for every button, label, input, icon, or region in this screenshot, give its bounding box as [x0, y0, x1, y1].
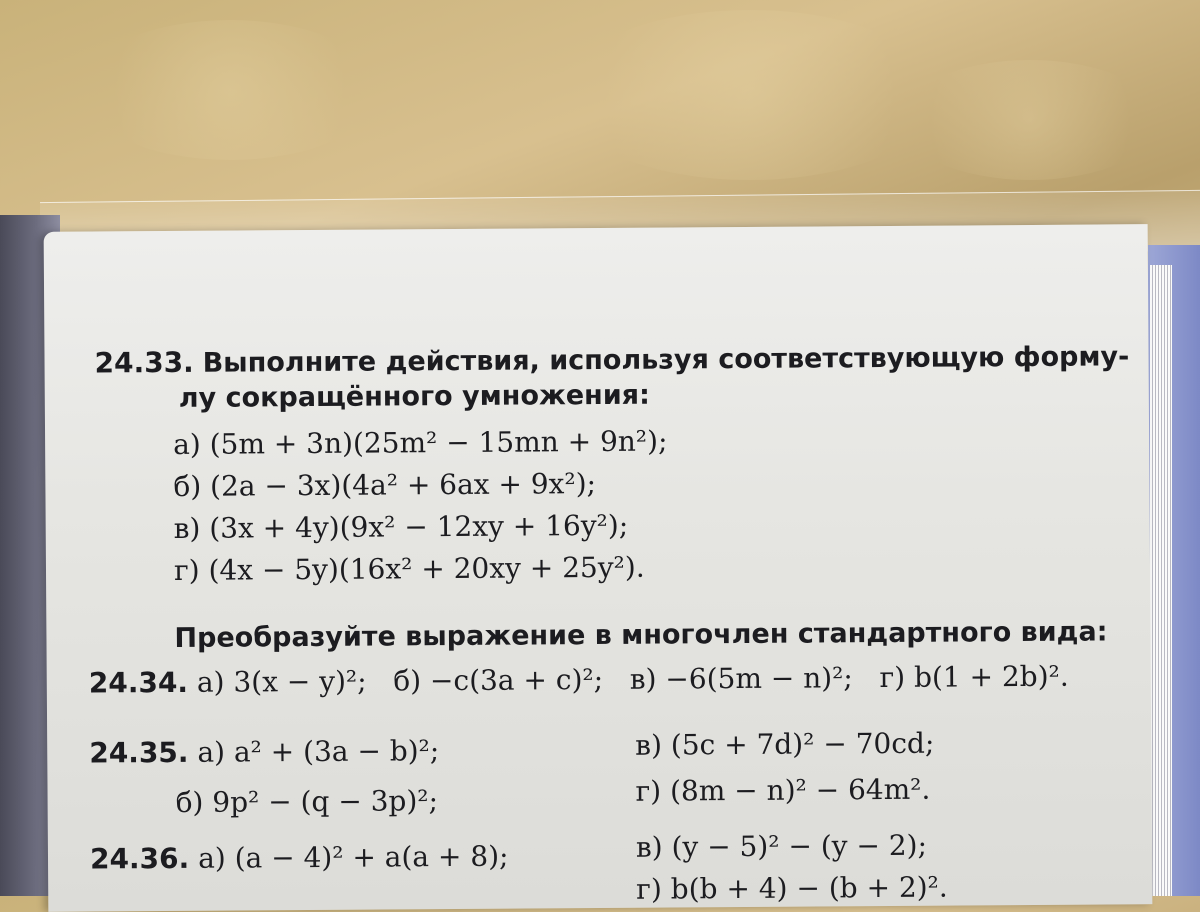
problem-item: а) a² + (3a − b)²; [197, 734, 440, 769]
problem-item: в) (y − 5)² − (y − 2); [635, 828, 928, 864]
problem-24-34 [89, 661, 1069, 700]
problem-item: б) 9p² − (q − 3p)²; [175, 784, 439, 819]
problem-24-33-heading [94, 340, 1129, 380]
problem-item: г) (4x − 5y)(16x² + 20xy + 25y²). [173, 550, 645, 587]
problem-item: а) (5m + 3n)(25m² − 15mn + 9n²); [173, 424, 668, 461]
textbook-page [44, 224, 1153, 912]
problem-number: 24.35. [89, 735, 189, 770]
problem-number: 24.36. [89, 841, 190, 876]
problem-24-36-row-1 [90, 841, 509, 876]
problem-24-35-row-1 [89, 735, 439, 769]
wallpaper-pattern [560, 10, 940, 180]
problem-item: в) (3x + 4y)(9x² − 12xy + 16y²); [173, 508, 629, 545]
problem-item: б) (2a − 3x)(4a² + 6ax + 9x²); [173, 467, 597, 503]
problem-item: в) (5c + 7d)² − 70cd; [635, 726, 935, 762]
problem-number: 24.34. [88, 665, 189, 700]
problem-text: Выполните действия, используя соответствующую форму- [202, 341, 1130, 379]
problem-item: г) (8m − n)² − 64m². [635, 772, 931, 808]
problem-items: а) 3(x − y)²; б) −c(3a + c)²; в) −6(5m − n)²; г) b(1 + 2b)². [196, 659, 1069, 699]
wallpaper-pattern [900, 60, 1160, 180]
problem-number: 24.33. [94, 345, 194, 380]
problem-text-continued: лу сокращённого умножения: [178, 379, 650, 414]
page-stack [1150, 265, 1172, 896]
problem-item: г) b(b + 4) − (b + 2)². [636, 870, 948, 906]
problem-item: а) (a − 4)² + a(a + 8); [198, 839, 509, 875]
instruction-text: Преобразуйте выражение в многочлен стандартного вида: [174, 616, 1108, 654]
wallpaper-pattern [80, 20, 380, 160]
